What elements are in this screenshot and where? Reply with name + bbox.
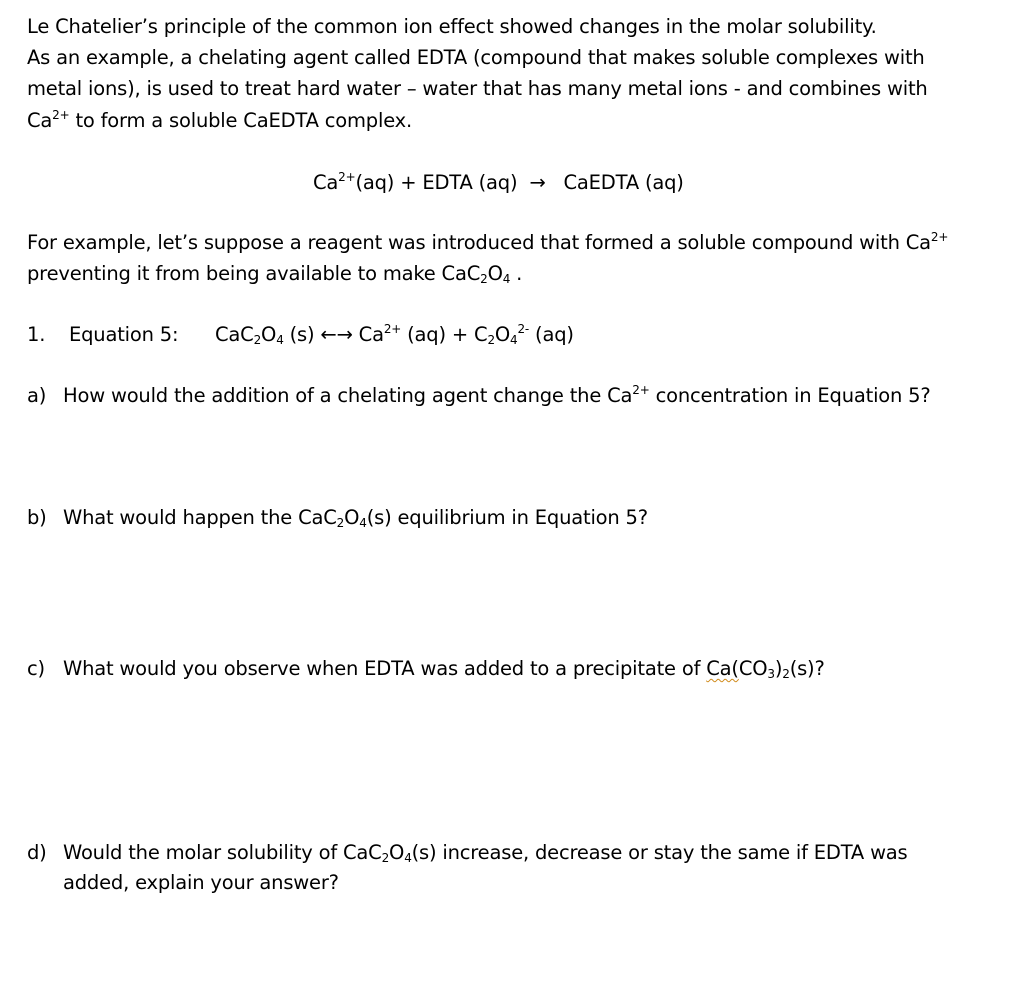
question-d (27, 841, 908, 865)
eq5-ca: Ca (352, 323, 384, 346)
question-d-sub-2: 2 (381, 851, 390, 865)
question-b-text-end: (s) equilibrium in Equation 5? (366, 506, 648, 529)
eq5-cac: CaC (215, 323, 254, 346)
example-sub-4: 4 (502, 272, 511, 286)
example-o: O (487, 262, 503, 285)
question-b (27, 506, 648, 530)
eq5-ca-charge: 2+ (383, 322, 402, 336)
intro-line-1: Le Chatelier’s principle of the common ion effect showed changes in the molar solubility. (27, 15, 877, 38)
question-d-line-2: added, explain your answer? (63, 871, 339, 894)
equation-number: 1. (27, 323, 46, 346)
question-b-letter: b) (27, 506, 47, 529)
eq5-ox-charge: 2- (517, 322, 530, 336)
example-period: . (510, 262, 523, 285)
question-d-letter: d) (27, 841, 47, 864)
question-c-spellcheck-ca: Ca( (706, 657, 739, 680)
question-b-o: O (344, 506, 360, 529)
equation-5-label: Equation 5: (69, 323, 179, 346)
eq5-ca-state: (aq) + C (401, 323, 488, 346)
question-a (27, 384, 931, 408)
example-sub-2: 2 (480, 272, 488, 286)
eq5-ox-sub-4: 4 (510, 333, 518, 347)
question-b-text: What would happen the CaC (63, 506, 337, 529)
eq5-sub-4: 4 (276, 333, 284, 347)
reaction-ca: Ca (313, 171, 339, 194)
example-line-1-text: For example, let’s suppose a reagent was introduced that formed a soluble compound with Ca (27, 231, 931, 254)
intro-ca: Ca (27, 109, 53, 132)
question-a-text-end: concentration in Equation 5? (649, 384, 931, 407)
edta-reaction-equation (313, 171, 684, 195)
eq5-ox-o: O (494, 323, 511, 346)
intro-line-3: metal ions), is used to treat hard water – water that has many metal ions - and combines with (27, 77, 928, 100)
eq5-sub-2: 2 (253, 333, 262, 347)
question-c-text-end: (s)? (789, 657, 825, 680)
question-c-co: CO (738, 657, 768, 680)
example-ca-charge: 2+ (930, 230, 949, 244)
reaction-ca-charge: 2+ (338, 170, 356, 184)
question-a-text: How would the addition of a chelating agent change the Ca (63, 384, 633, 407)
eq5-solid-state: (s) (283, 323, 321, 346)
question-b-sub-2: 2 (336, 516, 345, 530)
reaction-right-side: CaEDTA (aq) (563, 171, 684, 194)
question-d-sub-4: 4 (404, 851, 412, 865)
intro-ca-charge: 2+ (52, 108, 70, 122)
equation-5-line (27, 323, 574, 347)
equilibrium-arrow-icon: ←→ (320, 323, 353, 346)
reaction-arrow-icon: → (529, 171, 546, 194)
intro-line-4-rest: to form a soluble CaEDTA complex. (69, 109, 412, 132)
question-d-text: Would the molar solubility of CaC (63, 841, 382, 864)
question-c-sub-2: 2 (782, 667, 790, 681)
question-c-text: What would you observe when EDTA was added to a precipitate of (63, 657, 707, 680)
question-c-letter: c) (27, 657, 45, 680)
eq5-ox-state: (aq) (529, 323, 574, 346)
eq5-o: O (261, 323, 277, 346)
eq5-ox-sub-2: 2 (487, 333, 495, 347)
question-b-sub-4: 4 (359, 516, 367, 530)
example-line-2 (27, 262, 522, 286)
question-a-ca-charge: 2+ (632, 383, 650, 397)
question-a-letter: a) (27, 384, 47, 407)
example-line-1 (27, 231, 948, 255)
question-d-text-end: (s) increase, decrease or stay the same if EDTA was (411, 841, 908, 864)
question-d-o: O (389, 841, 405, 864)
question-c-paren: ) (774, 657, 783, 680)
intro-line-4 (27, 109, 412, 133)
question-c-sub-3: 3 (767, 667, 775, 681)
intro-line-2: As an example, a chelating agent called EDTA (compound that makes soluble complexes with (27, 46, 925, 69)
question-c (27, 657, 825, 681)
reaction-left-side: (aq) + EDTA (aq) (355, 171, 518, 194)
example-line-2-text: preventing it from being available to make CaC (27, 262, 481, 285)
